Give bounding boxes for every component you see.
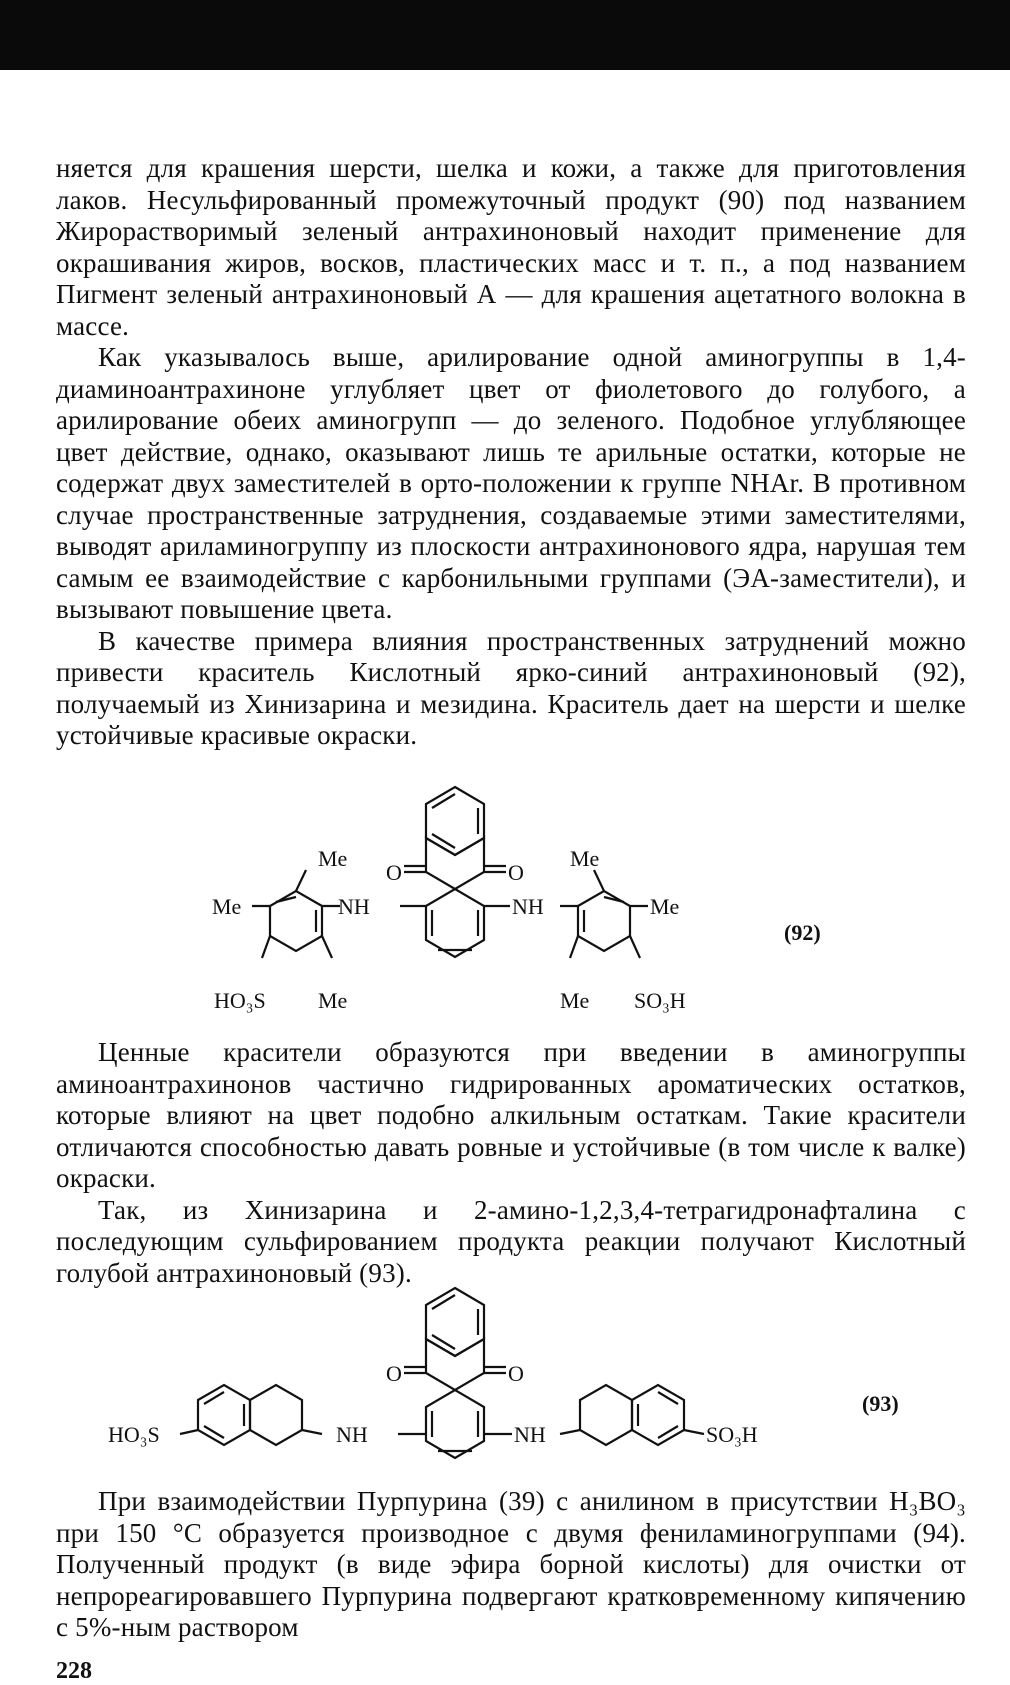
atom-ho3s: HO₃S [108, 1422, 160, 1447]
paragraph: В качестве примера влияния пространственных затруднений можно привести краситель Кислотный ярко-синий антрахиноновый (92), получаемый из Хинизарина и мезидина. Краситель дает на шерсти и шелке устойчивые красивые окраски. [56, 625, 966, 750]
atom-nh: NH [512, 894, 544, 919]
text-block-top [56, 153, 966, 752]
text-block-bottom [56, 1486, 966, 1644]
structure-92-drawing [0, 780, 1010, 1030]
paragraph: няется для крашения шерсти, шелка и кожи, а также для приготовления лаков. Несульфированный промежуточный продукт (90) под названием Жирорастворимый зеленый антрахиноновый находит применение для окрашивания жиров, восков, пластических масс и т. п., а под названием Пигмент зеленый антрахиноновый А — для крашения ацетатного волокна в массе. [56, 153, 966, 341]
atom-nh: NH [514, 1422, 546, 1447]
atom-nh: NH [338, 894, 370, 919]
anthraquinone-inner-ring [426, 1390, 484, 1458]
anthraquinone-central-ring [426, 838, 484, 889]
compound-label-92: (92) [784, 920, 821, 945]
paragraph: Ценные красители образуются при введении в аминогруппы аминоантрахинонов частично гидрированных ароматических остатков, которые влияют на цвет подобно алкильным остаткам. Такие красители отличаются способностью давать ровные и устойчивые (в том числе к валке) окраски. [56, 1037, 966, 1193]
atom-nh: NH [336, 1422, 368, 1447]
paragraph: При взаимодействии Пурпурина (39) с анилином в присутствии H₃BO₃ при 150 °С образуется производное с двумя фениламиногруппами (94). Полученный продукт (в виде эфира борной кислоты) для очистки от непрореагировавшего Пурпурина подвергают кратковременному кипячению с 5%-ным раствором [56, 1486, 966, 1642]
anthraquinone-inner-ring [426, 889, 484, 957]
atom-me: Me [570, 846, 600, 871]
atom-me: Me [318, 846, 348, 871]
chemical-structure-92 [0, 780, 1010, 1034]
structure-93-drawing [0, 1280, 1010, 1475]
atom-o: O [386, 860, 402, 885]
atom-me: Me [650, 894, 680, 919]
right-aromatic-ring [632, 1385, 684, 1445]
anthraquinone-outer-ring [426, 1288, 484, 1356]
atom-o: O [386, 1361, 402, 1386]
atom-so3h: SO₃H [634, 988, 686, 1013]
left-aromatic-ring [198, 1385, 250, 1445]
left-aryl-ring [270, 891, 322, 951]
scan-top-border [0, 0, 1010, 70]
paragraph: Как указывалось выше, арилирование одной аминогруппы в 1,4-диаминоантрахиноне углубляет цвет от фиолетового до голубого, а арилирование обеих аминогрупп — до зеленого. Подобное углубляющее цвет действие, однако, оказывают лишь те арильные остатки, которые не содержат двух заместителей в орто-положении к группе NHAr. В противном случае пространственные затруднения, создаваемые этими заместителями, выводят ариламиногруппу из плоскости антрахинонового ядра, нарушая тем самым ее взаимодействие с карбонильными группами (ЭА-заместители), и вызывают повышение цвета. [56, 342, 966, 624]
atom-o: O [508, 1361, 524, 1386]
right-saturated-ring [580, 1385, 632, 1445]
anthraquinone-central-ring [426, 1339, 484, 1390]
atom-ho3s: HO₃S [214, 988, 266, 1013]
atom-o: O [508, 860, 524, 885]
anthraquinone-outer-ring [426, 787, 484, 855]
right-aryl-ring [578, 891, 630, 951]
atom-me: Me [212, 894, 242, 919]
text-block-middle [56, 1037, 966, 1289]
atom-me: Me [560, 988, 590, 1013]
left-saturated-ring [250, 1385, 302, 1445]
chemical-structure-93 [0, 1280, 1010, 1479]
compound-label-93: (93) [862, 1391, 899, 1416]
paragraph: Так, из Хинизарина и 2-амино-1,2,3,4-тетрагидронафталина с последующим сульфированием продукта реакции получают Кислотный голубой антрахиноновый (93). [56, 1194, 966, 1288]
atom-me: Me [318, 988, 348, 1013]
atom-so3h: SO₃H [706, 1422, 758, 1447]
page-number: 228 [56, 1658, 92, 1684]
